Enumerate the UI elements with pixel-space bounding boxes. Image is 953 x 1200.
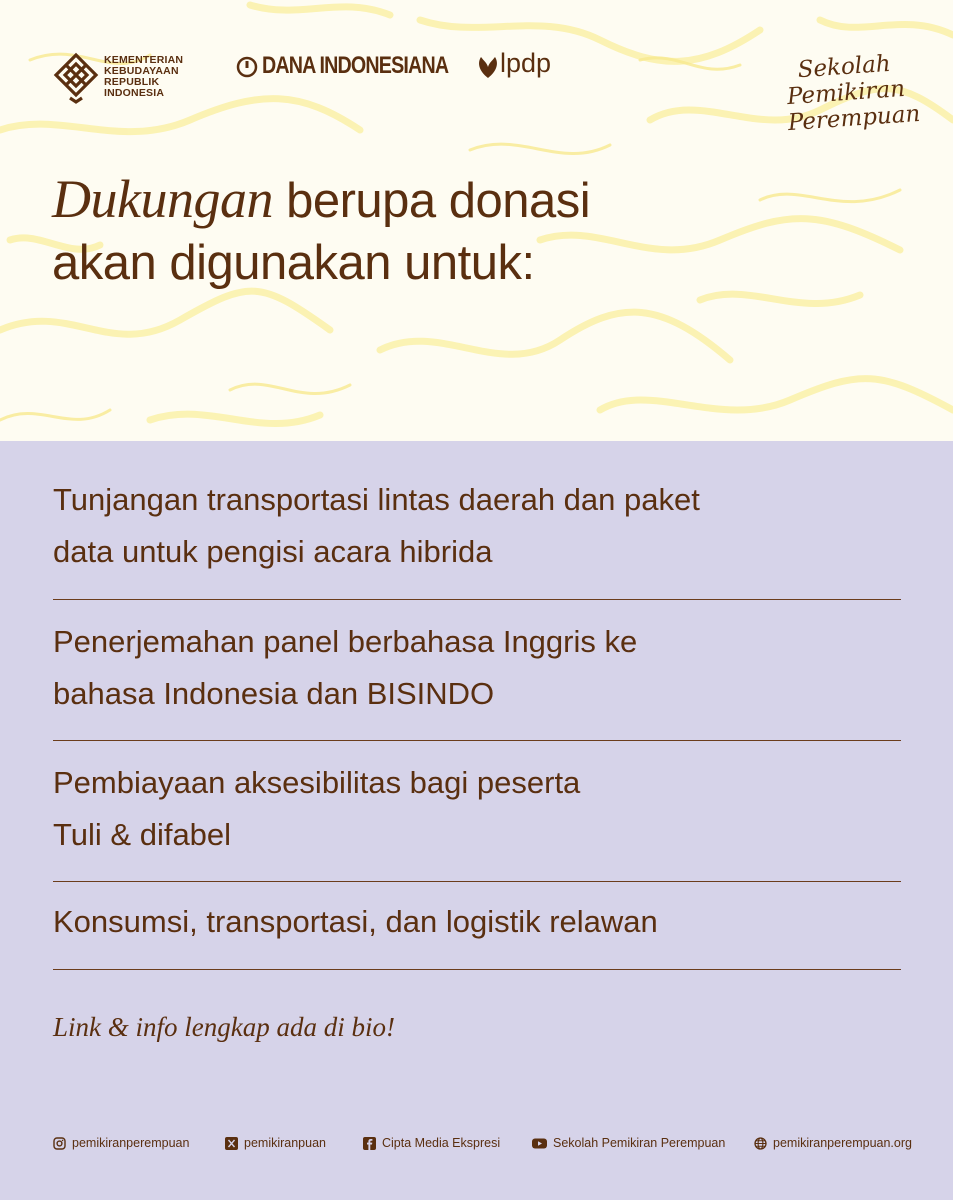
list-item: Tunjangan transportasi lintas daerah dan paket data untuk pengisi acara hibrida xyxy=(53,482,700,569)
list-item: Pembiayaan aksesibilitas bagi peserta Tuli & difabel xyxy=(53,765,581,852)
dana-indonesiana-icon xyxy=(235,54,259,78)
lpdp-leaf-icon xyxy=(477,53,499,79)
lpdp-logo: lpdp xyxy=(500,48,552,78)
divider xyxy=(53,881,901,882)
divider xyxy=(53,969,901,970)
header-panel xyxy=(0,0,953,441)
kementerian-logo-text: KEMENTERIAN KEBUDAYAAN REPUBLIK INDONESIA xyxy=(104,54,184,99)
headline-emphasis: Dukungan xyxy=(52,169,273,229)
website-link[interactable] xyxy=(754,1135,912,1151)
facebook-link[interactable] xyxy=(363,1135,500,1151)
headline-line2: akan digunakan untuk: xyxy=(52,236,535,290)
website-url: pemikiranperempuan.org xyxy=(773,1136,912,1150)
youtube-icon xyxy=(532,1137,547,1150)
headline-line1: berupa donasi xyxy=(272,174,591,228)
instagram-icon xyxy=(53,1137,66,1150)
x-link[interactable] xyxy=(225,1135,326,1151)
instagram-handle: pemikiranperempuan xyxy=(72,1136,190,1150)
youtube-channel: Sekolah Pemikiran Perempuan xyxy=(553,1136,726,1150)
globe-icon xyxy=(754,1137,767,1150)
list-item: Konsumsi, transportasi, dan logistik relawan xyxy=(53,904,658,939)
facebook-icon xyxy=(363,1137,376,1150)
instagram-link[interactable] xyxy=(53,1135,189,1151)
x-icon xyxy=(225,1137,238,1150)
list-item: Penerjemahan panel berbahasa Inggris ke bahasa Indonesia dan BISINDO xyxy=(53,624,638,711)
youtube-link[interactable] xyxy=(532,1135,725,1151)
x-handle: pemikiranpuan xyxy=(244,1136,326,1150)
footer-note: Link & info lengkap ada di bio! xyxy=(53,1012,395,1042)
dana-indonesiana-logo: DANA INDONESIANA xyxy=(262,52,449,79)
divider xyxy=(53,599,901,600)
sekolah-pemikiran-perempuan-logo: Sekolah Pemikiran Perempuan xyxy=(786,50,922,137)
divider xyxy=(53,740,901,741)
kementerian-emblem-icon xyxy=(52,52,100,104)
page-headline xyxy=(52,168,590,294)
facebook-name: Cipta Media Ekspresi xyxy=(382,1136,501,1150)
